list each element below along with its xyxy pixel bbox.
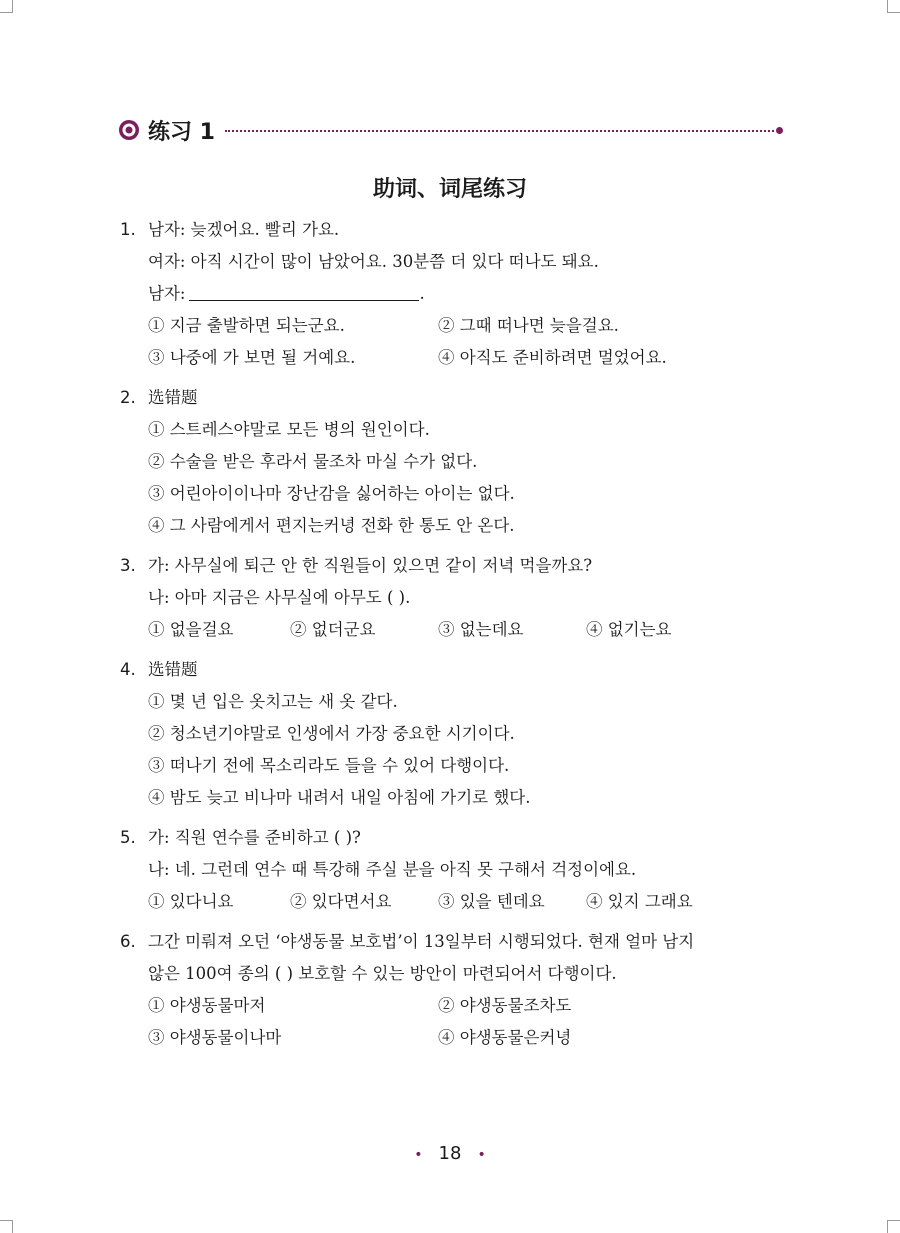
footer-dot: • (414, 1147, 423, 1163)
option[interactable]: ① 없을걸요 (148, 620, 234, 639)
options (120, 886, 800, 918)
option[interactable]: ② 있다면서요 (290, 892, 392, 911)
option[interactable]: ① 있다니요 (148, 892, 234, 911)
option[interactable]: ③ 야생동물이나마 (148, 1028, 282, 1047)
question-4 (120, 654, 800, 814)
option[interactable]: ④ 밤도 늦고 비나마 내려서 내일 아침에 가기로 했다. (148, 788, 531, 807)
dialogue-line: 나: 아마 지금은 사무실에 아무도 ( ). (148, 588, 411, 607)
footer-dot: • (477, 1147, 486, 1163)
option[interactable]: ② 없더군요 (290, 620, 376, 639)
option[interactable]: ④ 있지 그래요 (586, 892, 693, 911)
option[interactable]: ④ 아직도 준비하려면 멀었어요. (438, 348, 667, 367)
question-prompt-continued: 않은 100여 종의 ( ) 보호할 수 있는 방안이 마련되어서 다행이다. (148, 964, 617, 983)
question-number: 1. (120, 220, 136, 239)
option[interactable]: ④ 야생동물은커녕 (438, 1028, 572, 1047)
option[interactable]: ② 수술을 받은 후라서 물조차 마실 수가 없다. (148, 452, 478, 471)
speaker-label: 남자: (148, 284, 186, 303)
crop-mark-bottom-left (0, 1220, 13, 1233)
question-prompt: 选错题 (148, 660, 198, 679)
target-icon (118, 119, 140, 141)
question-prompt: 가: 직원 연수를 준비하고 ( )? (148, 828, 361, 847)
exercise-header (118, 116, 783, 144)
dialogue-line: 남자: 늦겠어요. 빨리 가요. (148, 220, 340, 239)
option[interactable]: ① 몇 년 입은 옷치고는 새 옷 같다. (148, 692, 398, 711)
option[interactable]: ② 야생동물조차도 (438, 996, 572, 1015)
answer-blank (189, 282, 419, 301)
question-3 (120, 550, 800, 646)
option[interactable]: ③ 있을 텐데요 (438, 892, 545, 911)
question-prompt: 选错题 (148, 388, 198, 407)
crop-mark-bottom-right (887, 1220, 900, 1233)
question-list (120, 214, 800, 1062)
option[interactable]: ① 스트레스야말로 모든 병의 원인이다. (148, 420, 430, 439)
page-number: 18 (438, 1143, 462, 1164)
option[interactable]: ③ 나중에 가 보면 될 거예요. (148, 348, 356, 367)
option[interactable]: ② 그때 떠나면 늦을걸요. (438, 316, 619, 335)
option[interactable]: ① 지금 출발하면 되는군요. (148, 316, 345, 335)
option[interactable]: ② 청소년기야말로 인생에서 가장 중요한 시기이다. (148, 724, 515, 743)
options (120, 310, 800, 374)
dotted-rule (225, 130, 774, 132)
answer-blank-line (120, 278, 800, 310)
page-title: 助词、词尾练习 (372, 177, 527, 202)
question-number: 6. (120, 932, 136, 951)
option[interactable]: ③ 없는데요 (438, 620, 524, 639)
question-prompt: 그간 미뤄져 오던 ‘야생동물 보호법’이 13일부터 시행되었다. 현재 얼마 남지 (148, 932, 695, 951)
question-number: 5. (120, 828, 136, 847)
dialogue-line: 여자: 아직 시간이 많이 남았어요. 30분쯤 더 있다 떠나도 돼요. (148, 252, 599, 271)
crop-mark-top-left (0, 0, 13, 13)
question-number: 3. (120, 556, 136, 575)
page-footer (0, 1143, 900, 1164)
option[interactable]: ④ 없기는요 (586, 620, 672, 639)
option[interactable]: ③ 어린아이이나마 장난감을 싫어하는 아이는 없다. (148, 484, 515, 503)
crop-mark-top-right (887, 0, 900, 13)
rule-end-dot (776, 127, 783, 134)
question-1 (120, 214, 800, 374)
question-2 (120, 382, 800, 542)
question-6 (120, 926, 800, 1054)
options (120, 990, 800, 1054)
question-prompt: 가: 사무실에 퇴근 안 한 직원들이 있으면 같이 저녁 먹을까요? (148, 556, 593, 575)
question-number: 2. (120, 388, 136, 407)
blank-suffix: . (419, 284, 425, 303)
option[interactable]: ③ 떠나기 전에 목소리라도 들을 수 있어 다행이다. (148, 756, 510, 775)
options (120, 614, 800, 646)
option[interactable]: ① 야생동물마저 (148, 996, 266, 1015)
exercise-label: 练习 1 (148, 119, 215, 145)
question-5 (120, 822, 800, 918)
question-number: 4. (120, 660, 136, 679)
option[interactable]: ④ 그 사람에게서 편지는커녕 전화 한 통도 안 온다. (148, 516, 515, 535)
dialogue-line: 나: 네. 그런데 연수 때 특강해 주실 분을 아직 못 구해서 걱정이에요. (148, 860, 637, 879)
